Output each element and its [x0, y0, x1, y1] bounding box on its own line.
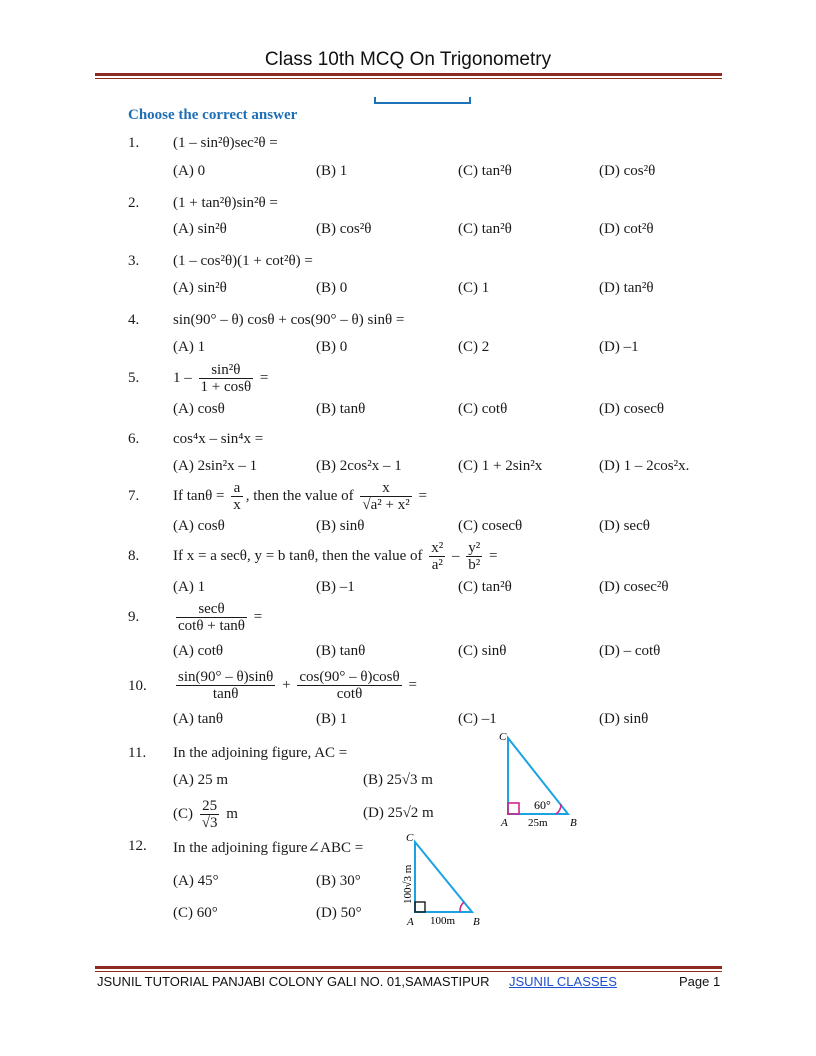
question-text: sin(90° – θ) cosθ + cos(90° – θ) sinθ = [173, 312, 405, 328]
fraction [231, 480, 243, 513]
fraction-denominator: cotθ [336, 686, 363, 702]
fraction-numerator: x [360, 480, 411, 497]
fraction-numerator: x² [431, 540, 444, 556]
page-number: Page 1 [679, 974, 721, 989]
option-d: (D) cosec²θ [599, 579, 669, 595]
option-a: (A) 0 [173, 163, 206, 179]
question-number: 11. [128, 745, 147, 761]
fraction [176, 601, 247, 634]
fraction-denominator: cotθ + tanθ [178, 618, 245, 634]
fraction [176, 669, 275, 702]
fraction-denominator: √a² + x² [362, 497, 410, 513]
option-c: (C) 60° [173, 905, 218, 921]
fraction-denominator: a² [431, 557, 443, 573]
fraction [360, 480, 411, 513]
option-a: (A) tanθ [173, 711, 224, 727]
option-b: (B) cos²θ [316, 221, 372, 237]
question-text [173, 480, 427, 513]
option-d: (D) –1 [599, 339, 639, 355]
right-angle-mark [508, 803, 519, 814]
page-title: Class 10th MCQ On Trigonometry [264, 49, 552, 70]
q7-prefix: If tanθ = [173, 487, 225, 504]
angle-arc [460, 902, 464, 912]
option-d: (D) cosecθ [599, 401, 665, 417]
q7-middle: , then the value of [245, 487, 354, 504]
fraction-numerator: a [231, 480, 243, 497]
question-number: 5. [128, 370, 140, 386]
question-number: 6. [128, 431, 140, 447]
option-b: (B) 25√3 m [363, 772, 433, 788]
footer-address: JSUNIL TUTORIAL PANJABI COLONY GALI NO. 01,SAMASTIPUR [97, 974, 490, 989]
triangle-figure-1 [495, 728, 587, 832]
decorative-bracket [374, 97, 471, 104]
option-d: (D) 50° [316, 905, 362, 921]
question-text: cos⁴x – sin⁴x = [173, 431, 264, 447]
q10-equals: = [408, 676, 417, 693]
option-d: (D) sinθ [599, 711, 649, 727]
question-number: 8. [128, 548, 140, 564]
question-number: 9. [128, 609, 140, 625]
option-b: (B) 30° [316, 873, 361, 889]
option-c: (C) tan²θ [458, 163, 512, 179]
fraction [429, 540, 445, 573]
question-text [173, 540, 498, 573]
footer-link[interactable]: JSUNIL CLASSES [509, 974, 617, 989]
option-c: (C) 1 [458, 280, 490, 296]
option-d: (D) 25√2 m [363, 805, 434, 821]
option-a: (A) 1 [173, 339, 206, 355]
fraction-numerator: cos(90° – θ)cosθ [299, 669, 400, 685]
q9-equals: = [253, 608, 263, 625]
question-text [173, 601, 262, 634]
question-number: 12. [128, 838, 147, 854]
right-angle-mark [415, 902, 425, 912]
vertex-label-a: A [407, 916, 414, 928]
option-b: (B) 1 [316, 163, 348, 179]
vertex-label-c: C [499, 731, 507, 743]
base-label: 100m [430, 915, 456, 927]
option-d: (D) secθ [599, 518, 650, 534]
option-b: (B) 0 [316, 280, 348, 296]
vertex-label-b: B [570, 817, 577, 829]
option-a: (A) 1 [173, 579, 206, 595]
option-a: (A) cotθ [173, 643, 224, 659]
fraction-numerator: secθ [176, 601, 247, 618]
question-number: 1. [128, 135, 140, 151]
option-a: (A) 45° [173, 873, 219, 889]
option-c: (C) tan²θ [458, 579, 512, 595]
question-number: 4. [128, 312, 140, 328]
option-b: (B) 2cos²x – 1 [316, 458, 402, 474]
fraction [297, 669, 401, 702]
option-b: (B) tanθ [316, 643, 366, 659]
header-rule-thick [95, 73, 722, 76]
q8-prefix: If x = a secθ, y = b tanθ, then the value of [173, 547, 423, 564]
fraction-denominator: 1 + cosθ [200, 379, 252, 395]
fraction-numerator: 25 [200, 798, 220, 815]
q8-minus: – [452, 547, 460, 564]
option-c: (C) sinθ [458, 643, 507, 659]
option-c: (C) –1 [458, 711, 497, 727]
vertex-label-b: B [473, 916, 480, 928]
vertex-label-c: C [406, 832, 414, 844]
option-a: (A) 25 m [173, 772, 228, 788]
section-title: Choose the correct answer [128, 107, 298, 123]
q5-equals: = [259, 369, 269, 386]
fraction-denominator: b² [468, 557, 481, 573]
question-text: (1 – sin²θ)sec²θ = [173, 135, 278, 151]
fraction-numerator: y² [468, 540, 481, 556]
triangle-figure-2 [397, 832, 487, 930]
fraction [200, 798, 220, 831]
fraction-denominator: x [233, 497, 241, 513]
height-label: 100√3 m [402, 864, 414, 904]
footer-rule-thin [95, 971, 722, 972]
option-a: (A) cosθ [173, 401, 225, 417]
q5-prefix: 1 – [173, 369, 192, 386]
question-text [173, 669, 417, 702]
option-b: (B) 0 [316, 339, 348, 355]
question-text: (1 – cos²θ)(1 + cot²θ) = [173, 253, 313, 269]
option-a: (A) sin²θ [173, 280, 227, 296]
option-a: (A) sin²θ [173, 221, 227, 237]
option-d: (D) tan²θ [599, 280, 654, 296]
question-text [173, 362, 268, 395]
fraction-denominator: √3 [201, 815, 218, 831]
option-b: (B) sinθ [316, 518, 365, 534]
footer-rule-thick [95, 966, 722, 969]
header-rule-thin [95, 78, 722, 79]
fraction [199, 362, 254, 395]
option-c: (C) cosecθ [458, 518, 523, 534]
option-c [173, 798, 238, 831]
vertex-label-a: A [501, 817, 508, 829]
option-d: (D) 1 – 2cos²x. [599, 458, 690, 474]
question-number: 3. [128, 253, 140, 269]
option-c: (C) cotθ [458, 401, 508, 417]
question-text: In the adjoining figure, AC = [173, 745, 348, 761]
option-d: (D) cot²θ [599, 221, 654, 237]
option-c-label: (C) [173, 805, 193, 822]
question-text: (1 + tan²θ)sin²θ = [173, 195, 278, 211]
option-c-unit: m [226, 805, 238, 822]
option-c: (C) 1 + 2sin²x [458, 458, 543, 474]
fraction-numerator: sin²θ [199, 362, 254, 379]
q8-equals: = [489, 547, 498, 564]
option-a: (A) 2sin²x – 1 [173, 458, 258, 474]
option-c: (C) 2 [458, 339, 490, 355]
fraction-numerator: sin(90° – θ)sinθ [178, 669, 274, 685]
question-number: 10. [128, 678, 147, 694]
option-b: (B) –1 [316, 579, 355, 595]
option-d: (D) – cotθ [599, 643, 661, 659]
option-b: (B) 1 [316, 711, 348, 727]
option-b: (B) tanθ [316, 401, 366, 417]
angle-label: 60° [534, 798, 551, 812]
question-number: 2. [128, 195, 140, 211]
option-d: (D) cos²θ [599, 163, 656, 179]
base-label: 25m [528, 817, 548, 829]
q10-plus: + [282, 676, 291, 693]
q7-equals: = [418, 487, 427, 504]
option-c: (C) tan²θ [458, 221, 512, 237]
option-a: (A) cosθ [173, 518, 225, 534]
angle-arc [556, 804, 561, 814]
fraction [466, 540, 482, 573]
question-text: In the adjoining figure∠ABC = [173, 840, 364, 856]
question-number: 7. [128, 488, 140, 504]
fraction-denominator: tanθ [212, 686, 239, 702]
